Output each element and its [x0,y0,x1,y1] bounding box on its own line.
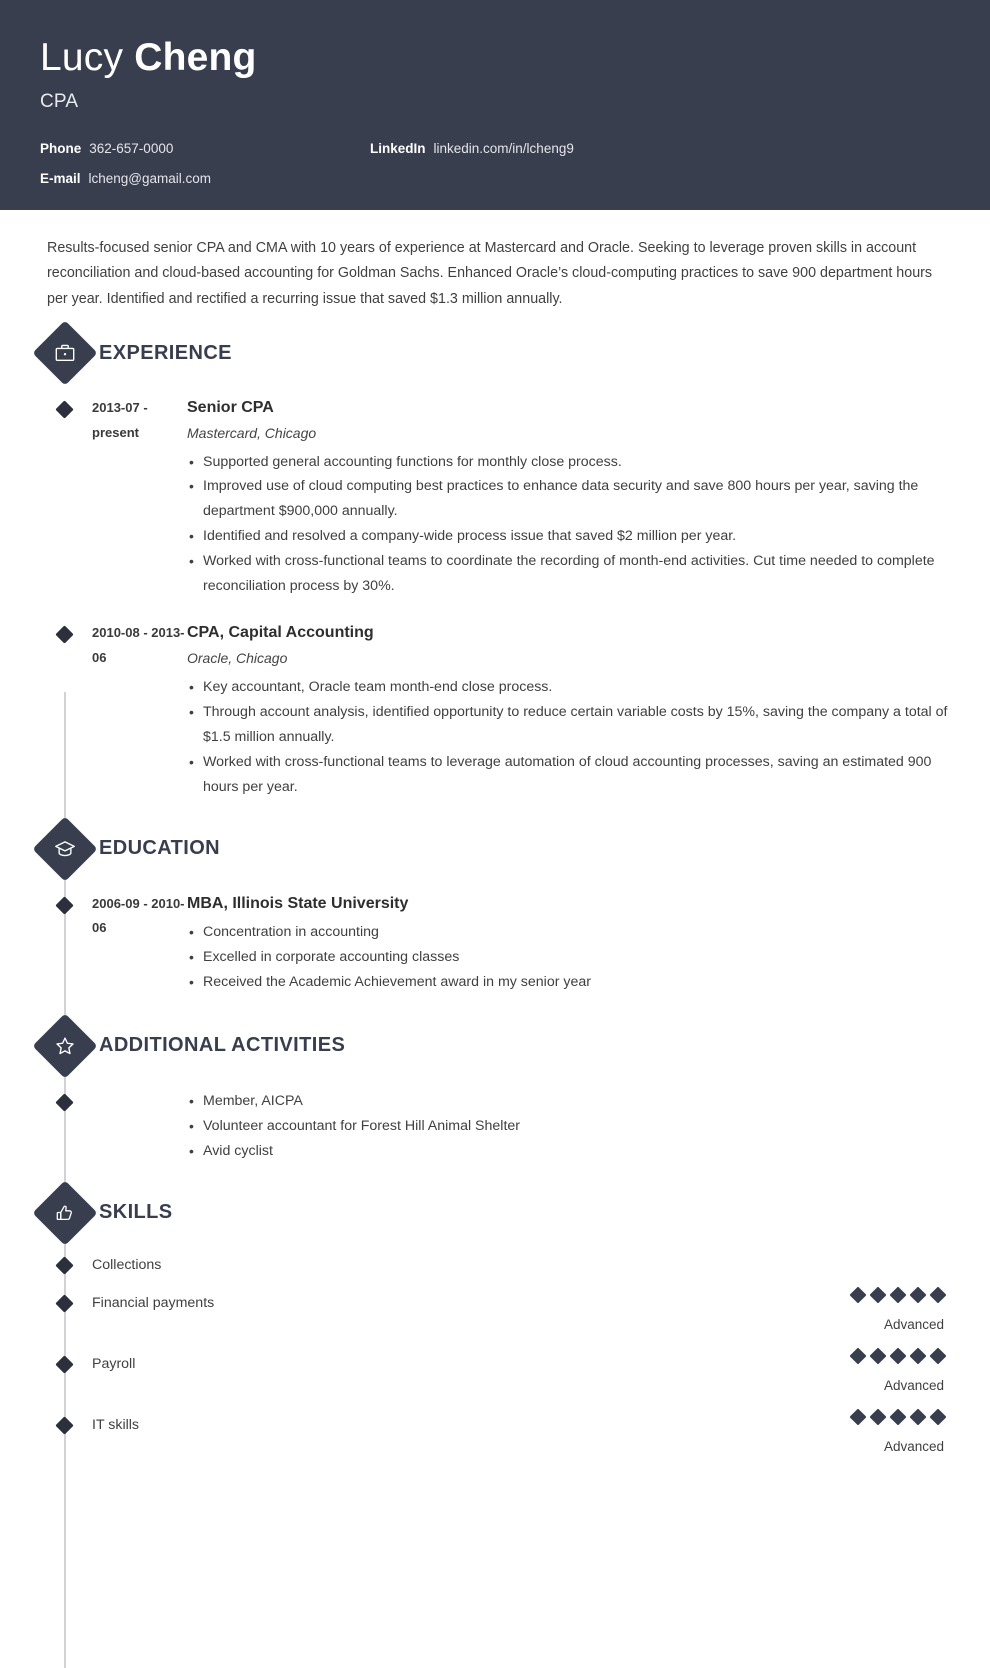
skill-row [42,1355,990,1394]
skill-name: Collections [92,1256,162,1273]
list-item: • Volunteer accountant for Forest Hill Animal Shelter [187,1114,960,1139]
skill-rating [844,1349,990,1394]
briefcase-icon [32,321,97,386]
entry-content [187,1089,990,1164]
timeline-marker [55,1093,73,1111]
timeline-marker [55,626,73,644]
rating-diamond [870,1347,887,1364]
rating-diamond [910,1347,927,1364]
entry-content [187,621,990,799]
section-experience [0,330,990,799]
entry-bullets [187,1089,960,1164]
list-item: • Worked with cross-functional teams to leverage automation of cloud accounting processes, saving an estimated 900 hours per year. [187,750,960,800]
contact-linkedin-value[interactable]: linkedin.com/in/lcheng9 [433,140,574,156]
graduation-cap-icon [32,816,97,881]
entry-subtitle: Oracle, Chicago [187,649,288,666]
contact-email-label: E-mail [40,170,81,186]
rating-diamond [850,1347,867,1364]
last-name: Cheng [134,36,257,79]
contact-phone [40,141,370,156]
section-title-experience: EXPERIENCE [99,341,232,364]
timeline-marker [55,1294,73,1312]
entry-dates: 2010-08 - 2013-06 [92,625,185,666]
education-entry [42,892,990,995]
entry-content [187,396,990,599]
contact-grid [40,141,950,186]
section-title-additional-activities: ADDITIONAL ACTIVITIES [99,1034,346,1057]
candidate-name [40,38,950,79]
experience-entry [42,396,990,599]
contact-email [40,171,370,186]
list-item: • Concentration in accounting [187,920,960,945]
entry-bullets [187,450,960,600]
star-icon [32,1013,97,1078]
list-item: • Received the Academic Achievement award in my senior year [187,970,960,995]
entry-title: CPA, Capital Accounting [187,624,374,642]
entry-dates: 2006-09 - 2010-06 [92,895,185,936]
section-title-skills: SKILLS [99,1201,173,1224]
skill-row [42,1294,990,1333]
skill-row [42,1256,990,1274]
list-item: • Avid cyclist [187,1139,960,1164]
entry-content [187,892,990,995]
section-additional-activities [0,1023,990,1164]
skill-level-label: Advanced [883,1377,944,1393]
contact-spacer [370,171,950,186]
rating-diamond [930,1286,947,1303]
timeline-marker [55,1355,73,1373]
thumbs-up-icon [32,1180,97,1245]
contact-email-value[interactable]: lcheng@gamail.com [88,170,212,186]
skill-name: IT skills [92,1417,140,1434]
job-title: CPA [40,90,79,112]
contact-linkedin-label: LinkedIn [370,140,426,156]
resume-body [0,330,990,1455]
rating-diamond [910,1286,927,1303]
section-header-education [42,826,990,872]
timeline-marker [55,1416,73,1434]
rating-diamond [890,1286,907,1303]
section-header-additional-activities [42,1023,990,1069]
section-header-experience [42,330,990,376]
professional-summary: Results-focused senior CPA and CMA with 10 years of experience at Mastercard and Oracle. Seeking to leverage proven skills in account reconciliation and cloud-based accounting for Goldman Sachs. Enhanced Oracle’s cloud-computing practices to save 900 department hours per year. Identified and rectified a recurring issue that saved $1.3 million annually. [47,240,933,307]
list-item: • Supported general accounting functions for monthly close process. [187,450,960,475]
timeline-marker [55,401,73,419]
timeline-marker [55,1256,73,1274]
first-name: Lucy [40,36,124,79]
section-education [0,826,990,995]
timeline-marker [55,896,73,914]
rating-diamond [890,1409,907,1426]
list-item: • Excelled in corporate accounting classes [187,945,960,970]
contact-phone-value[interactable]: 362-657-0000 [89,140,174,156]
section-header-skills [42,1190,990,1236]
entry-bullets [187,920,960,995]
list-item: • Worked with cross-functional teams to coordinate the recording of month-end activities. Cut time needed to complete reconciliation process by 30%. [187,549,960,599]
entry-subtitle: Mastercard, Chicago [187,424,317,441]
entry-bullets [187,675,960,800]
section-title-education: EDUCATION [99,837,221,860]
rating-diamond [930,1409,947,1426]
experience-entry [42,621,990,799]
rating-diamond [850,1409,867,1426]
rating-diamond [890,1347,907,1364]
contact-linkedin [370,141,950,156]
list-item: • Identified and resolved a company-wide process issue that saved $2 million per year. [187,524,960,549]
rating-diamond [870,1286,887,1303]
skill-name: Financial payments [92,1294,215,1311]
skill-name: Payroll [92,1355,136,1372]
skill-rating [844,1288,990,1333]
rating-diamond [930,1347,947,1364]
section-skills [0,1190,990,1456]
list-item: • Improved use of cloud computing best practices to enhance data security and save 800 hours per year, saving the department $900,000 annually. [187,474,960,524]
entry-dates [92,1089,187,1164]
activities-entry [42,1089,990,1164]
entry-title: MBA, Illinois State University [187,894,409,912]
contact-phone-label: Phone [40,140,82,156]
resume-header [0,0,990,210]
list-item: • Member, AICPA [187,1089,960,1114]
rating-diamond [910,1409,927,1426]
list-item: • Through account analysis, identified opportunity to reduce certain variable costs by 15%, saving the company a total of $1.5 million annually. [187,700,960,750]
list-item: • Key accountant, Oracle team month-end close process. [187,675,960,700]
skill-row [42,1416,990,1455]
entry-dates: 2013-07 - present [92,400,148,440]
entry-title: Senior CPA [187,399,274,417]
skill-level-label: Advanced [883,1439,944,1455]
rating-diamond [850,1286,867,1303]
skill-rating [844,1410,990,1455]
rating-diamond [870,1409,887,1426]
skill-level-label: Advanced [883,1316,944,1332]
